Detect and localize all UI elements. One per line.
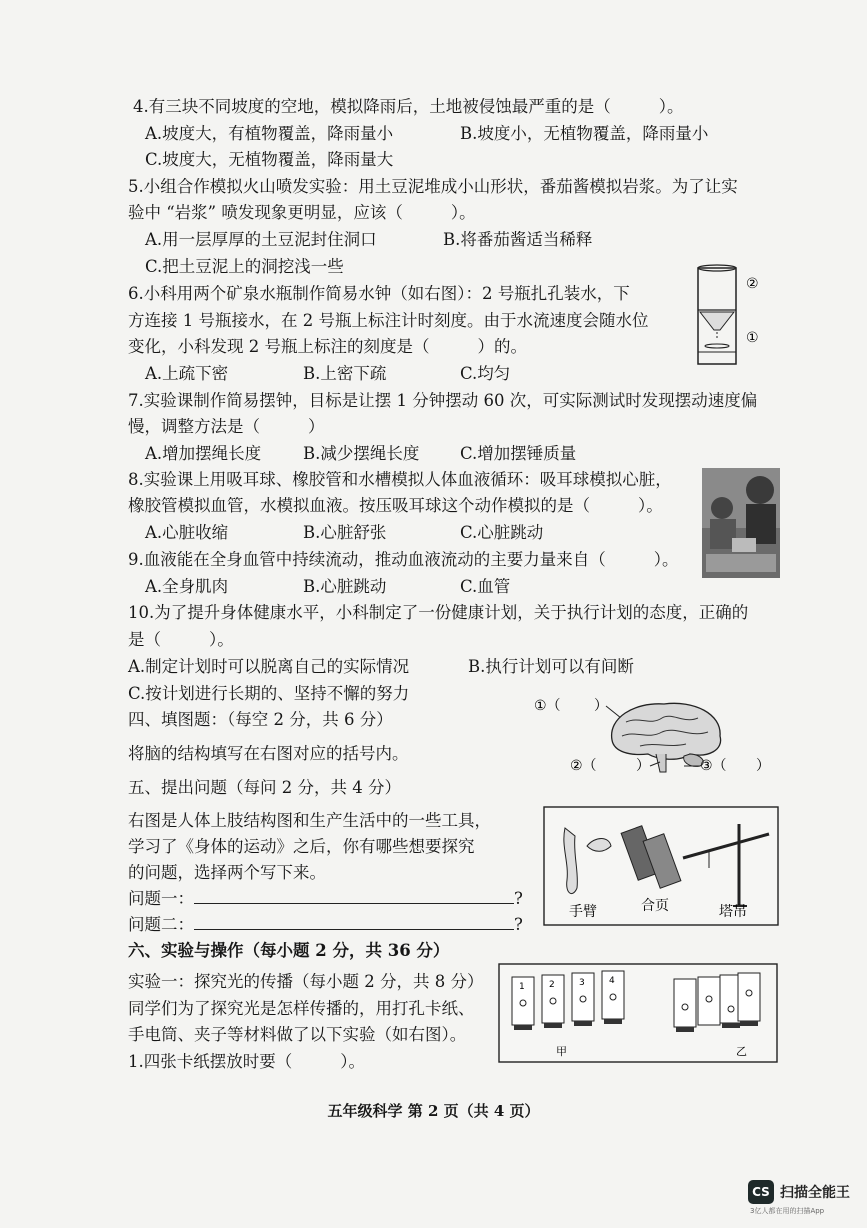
section5-line-3: 的问题，选择两个写下来。 [128, 863, 326, 882]
q10-option-b: B.执行计划可以有间断 [468, 657, 634, 676]
brain-label-1-end: ） [594, 698, 608, 714]
arm-label: 手臂 [569, 904, 597, 920]
water-clock-figure [690, 262, 770, 372]
q4-option-c: C.坡度大，无植物覆盖，降雨量大 [145, 150, 394, 169]
q4-option-a: A.坡度大，有植物覆盖，降雨量小 [145, 124, 394, 143]
hinge-label: 合页 [641, 898, 669, 914]
q10-stem-1: 10.为了提升身体健康水平，小科制定了一份健康计划，关于执行计划的态度，正确的 [128, 603, 749, 622]
question-2-answer-line[interactable] [194, 915, 514, 930]
q4-stem: 4.有三块不同坡度的空地，模拟降雨后，土地被侵蚀最严重的是（ ）。 [133, 97, 684, 116]
q5-option-b: B.将番茄酱适当稀释 [443, 230, 593, 249]
scanner-logo-icon: CS [748, 1180, 774, 1204]
question-2-row: 问题二： ? [128, 915, 523, 934]
q7-option-c: C.增加摆锤质量 [460, 444, 577, 463]
q6-option-b: B.上密下疏 [303, 364, 387, 383]
section5-line-2: 学习了《身体的运动》之后，你有哪些想要探究 [128, 837, 475, 856]
experiment-1-q1: 1.四张卡纸摆放时要（ ）。 [128, 1052, 365, 1071]
q7-stem-2: 慢，调整方法是（ ） [128, 417, 325, 436]
card-number-4: 4 [609, 976, 615, 986]
card-number-1: 1 [519, 982, 525, 992]
blood-circulation-photo [702, 468, 780, 578]
page-footer: 五年级科学 第 2 页（共 4 页） [327, 1102, 540, 1120]
card-number-3: 3 [579, 978, 585, 988]
brain-label-3: ③（ [700, 758, 727, 774]
arm-tools-figure [543, 806, 779, 926]
q6-option-a: A.上疏下密 [145, 364, 229, 383]
question-1-answer-line[interactable] [194, 889, 514, 904]
q8-option-c: C.心脏跳动 [460, 523, 544, 542]
section5-title: 五、提出问题（每问 2 分，共 4 分） [128, 778, 401, 797]
q9-option-b: B.心脏跳动 [303, 577, 387, 596]
scanner-watermark [748, 1180, 858, 1220]
setup-a-label: 甲 [556, 1045, 567, 1058]
card-number-2: 2 [549, 980, 555, 990]
water-clock-label-2: ② [746, 276, 759, 292]
section6-title: 六、实验与操作（每小题 2 分，共 36 分） [128, 941, 450, 960]
brain-label-2: ②（ [570, 758, 597, 774]
q8-option-b: B.心脏舒张 [303, 523, 387, 542]
q6-option-c: C.均匀 [460, 364, 511, 383]
q5-stem-1: 5.小组合作模拟火山喷发实验：用土豆泥堆成小山形状，番茄酱模拟岩浆。为了让实 [128, 177, 738, 196]
q10-stem-2: 是（ ）。 [128, 630, 234, 649]
setup-b [674, 973, 760, 1032]
q7-stem-1: 7.实验课制作简易摆钟，目标是让摆 1 分钟摆动 60 次，可实际测试时发现摆动速度偏 [128, 391, 758, 410]
experiment-1-line-2: 手电筒、夹子等材料做了以下实验（如右图）。 [128, 1025, 467, 1044]
brain-label-1: ①（ [534, 698, 561, 714]
light-experiment-figure [498, 963, 778, 1063]
q9-option-a: A.全身肌肉 [145, 577, 229, 596]
q5-option-a: A.用一层厚厚的土豆泥封住洞口 [145, 230, 377, 249]
experiment-1-title: 实验一：探究光的传播（每小题 2 分，共 8 分） [128, 972, 484, 991]
q6-stem-1: 6.小科用两个矿泉水瓶制作简易水钟（如右图）：2 号瓶扎孔装水，下 [128, 284, 630, 303]
q10-option-a: A.制定计划时可以脱离自己的实际情况 [128, 657, 410, 676]
q7-option-b: B.减少摆绳长度 [303, 444, 420, 463]
section4-title: 四、填图题：（每空 2 分，共 6 分） [128, 710, 393, 729]
experiment-1-line-1: 同学们为了探究光是怎样传播的，用打孔卡纸、 [128, 999, 475, 1018]
brain-label-2-end: ） [636, 758, 650, 774]
brain-diagram [530, 692, 770, 776]
q8-stem-1: 8.实验课上用吸耳球、橡胶管和水槽模拟人体血液循环：吸耳球模拟心脏， [128, 470, 672, 489]
brain-label-3-end: ） [756, 758, 770, 774]
q4-option-b: B.坡度小，无植物覆盖，降雨量小 [460, 124, 709, 143]
q5-stem-2: 验中 “岩浆” 喷发现象更明显，应该（ ）。 [128, 203, 476, 222]
q5-option-c: C.把土豆泥上的洞挖浅一些 [145, 257, 344, 276]
q8-option-a: A.心脏收缩 [145, 523, 229, 542]
q9-stem: 9.血液能在全身血管中持续流动，推动血液流动的主要力量来自（ ）。 [128, 550, 679, 569]
section4-text: 将脑的结构填写在右图对应的括号内。 [128, 744, 409, 763]
q6-stem-3: 变化，小科发现 2 号瓶上标注的刻度是（ ）的。 [128, 337, 527, 356]
q8-stem-2: 橡胶管模拟血管，水模拟血液。按压吸耳球这个动作模拟的是（ ）。 [128, 496, 663, 515]
q7-option-a: A.增加摆绳长度 [145, 444, 262, 463]
q9-option-c: C.血管 [460, 577, 511, 596]
crane-label: 塔吊 [719, 904, 747, 920]
scanner-app-name: 扫描全能王 [780, 1185, 850, 1201]
q6-stem-2: 方连接 1 号瓶接水，在 2 号瓶上标注计时刻度。由于水流速度会随水位 [128, 311, 649, 330]
water-clock-label-1: ① [746, 330, 759, 346]
scanner-app-slogan: 3亿人都在用的扫描App [750, 1207, 825, 1215]
q10-option-c: C.按计划进行长期的、坚持不懈的努力 [128, 684, 410, 703]
question-1-row: 问题一： ? [128, 889, 523, 908]
section5-line-1: 右图是人体上肢结构图和生产生活中的一些工具， [128, 811, 491, 830]
setup-b-label: 乙 [736, 1045, 747, 1058]
